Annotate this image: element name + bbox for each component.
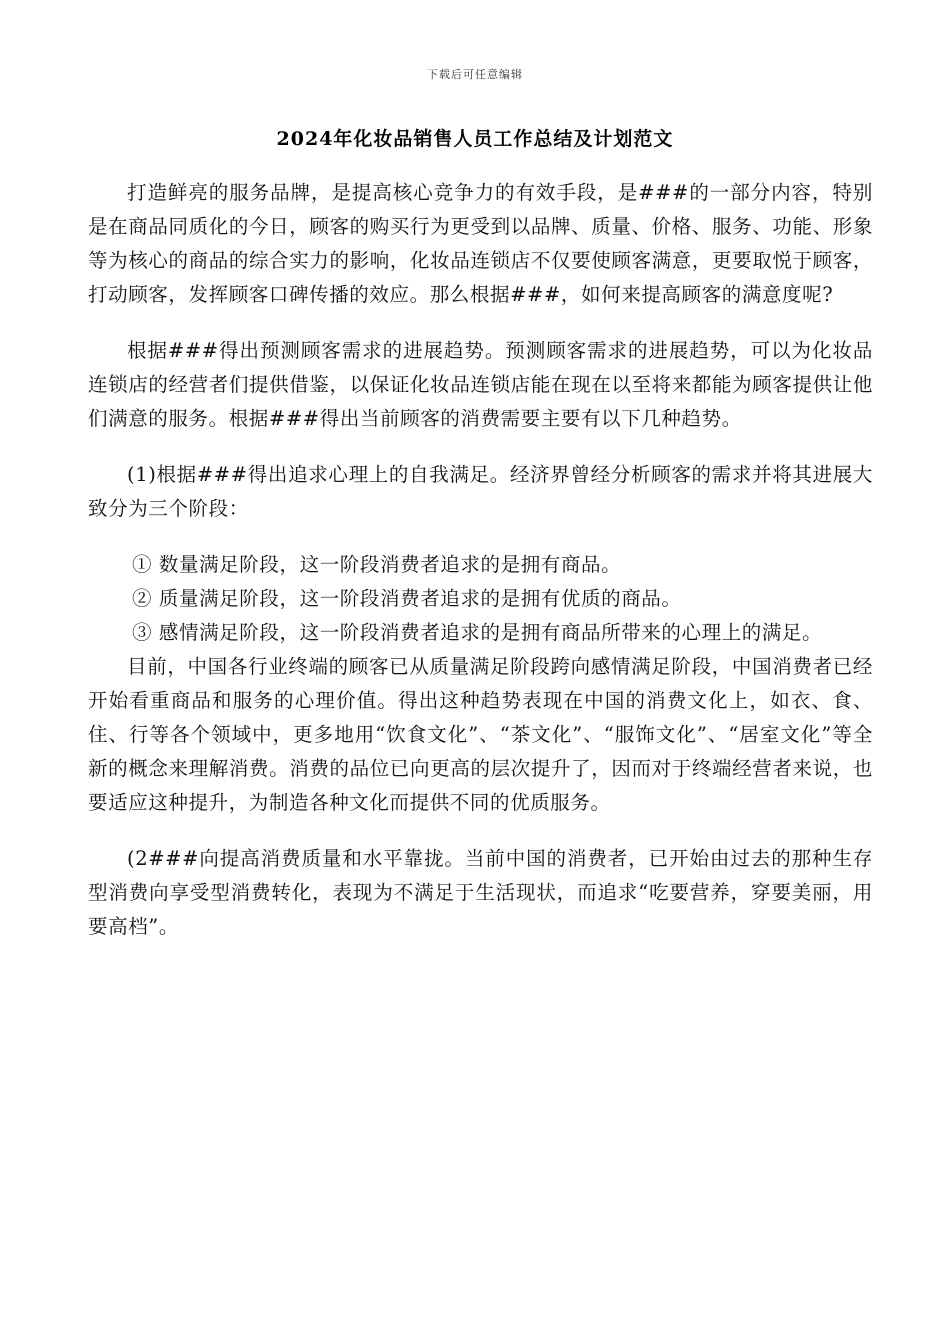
header-note: 下载后可任意编辑	[427, 68, 523, 81]
list-item-1: ① 数量满足阶段，这一阶段消费者追求的是拥有商品。	[132, 553, 622, 576]
list-item-2: ② 质量满足阶段，这一阶段消费者追求的是拥有优质的商品。	[132, 587, 682, 610]
document-body	[88, 176, 873, 944]
document-title: 2024年化妆品销售人员工作总结及计划范文	[276, 128, 674, 150]
paragraph-2: 根据###得出预测顾客需求的进展趋势。预测顾客需求的进展趋势，可以为化妆品连锁店的经营者们提供借鉴，以保证化妆品连锁店能在现在以至将来都能为顾客提供让他们满意的服务。根据###得出当前顾客的消费需要主要有以下几种趋势。	[88, 339, 873, 430]
list-item-3: ③ 感情满足阶段，这一阶段消费者追求的是拥有商品所带来的心理上的满足。	[132, 621, 823, 644]
paragraph-1: 打造鲜亮的服务品牌，是提高核心竞争力的有效手段，是###的一部分内容，特别是在商品同质化的今日，顾客的购买行为更受到以品牌、质量、价格、服务、功能、形象等为核心的商品的综合实力的影响，化妆品连锁店不仅要使顾客满意，更要取悦于顾客，打动顾客，发挥顾客口碑传播的效应。那么根据###，如何来提高顾客的满意度呢?	[88, 181, 873, 306]
paragraph-3: (1)根据###得出追求心理上的自我满足。经济界曾经分析顾客的需求并将其进展大致分为三个阶段：	[88, 463, 873, 520]
paragraph-4: 目前，中国各行业终端的顾客已从质量满足阶段跨向感情满足阶段，中国消费者已经开始看重商品和服务的心理价值。得出这种趋势表现在中国的消费文化上，如衣、食、住、行等各个领域中，更多地用“饮食文化”、“茶文化”、“服饰文化”、“居室文化”等全新的概念来理解消费。消费的品位已向更高的层次提升了，因而对于终端经营者来说，也要适应这种提升，为制造各种文化而提供不同的优质服务。	[88, 655, 873, 814]
paragraph-5: (2###向提高消费质量和水平靠拢。当前中国的消费者，已开始由过去的那种生存型消费向享受型消费转化，表现为不满足于生活现状，而追求“吃要营养，穿要美丽，用要高档”。	[88, 847, 873, 938]
